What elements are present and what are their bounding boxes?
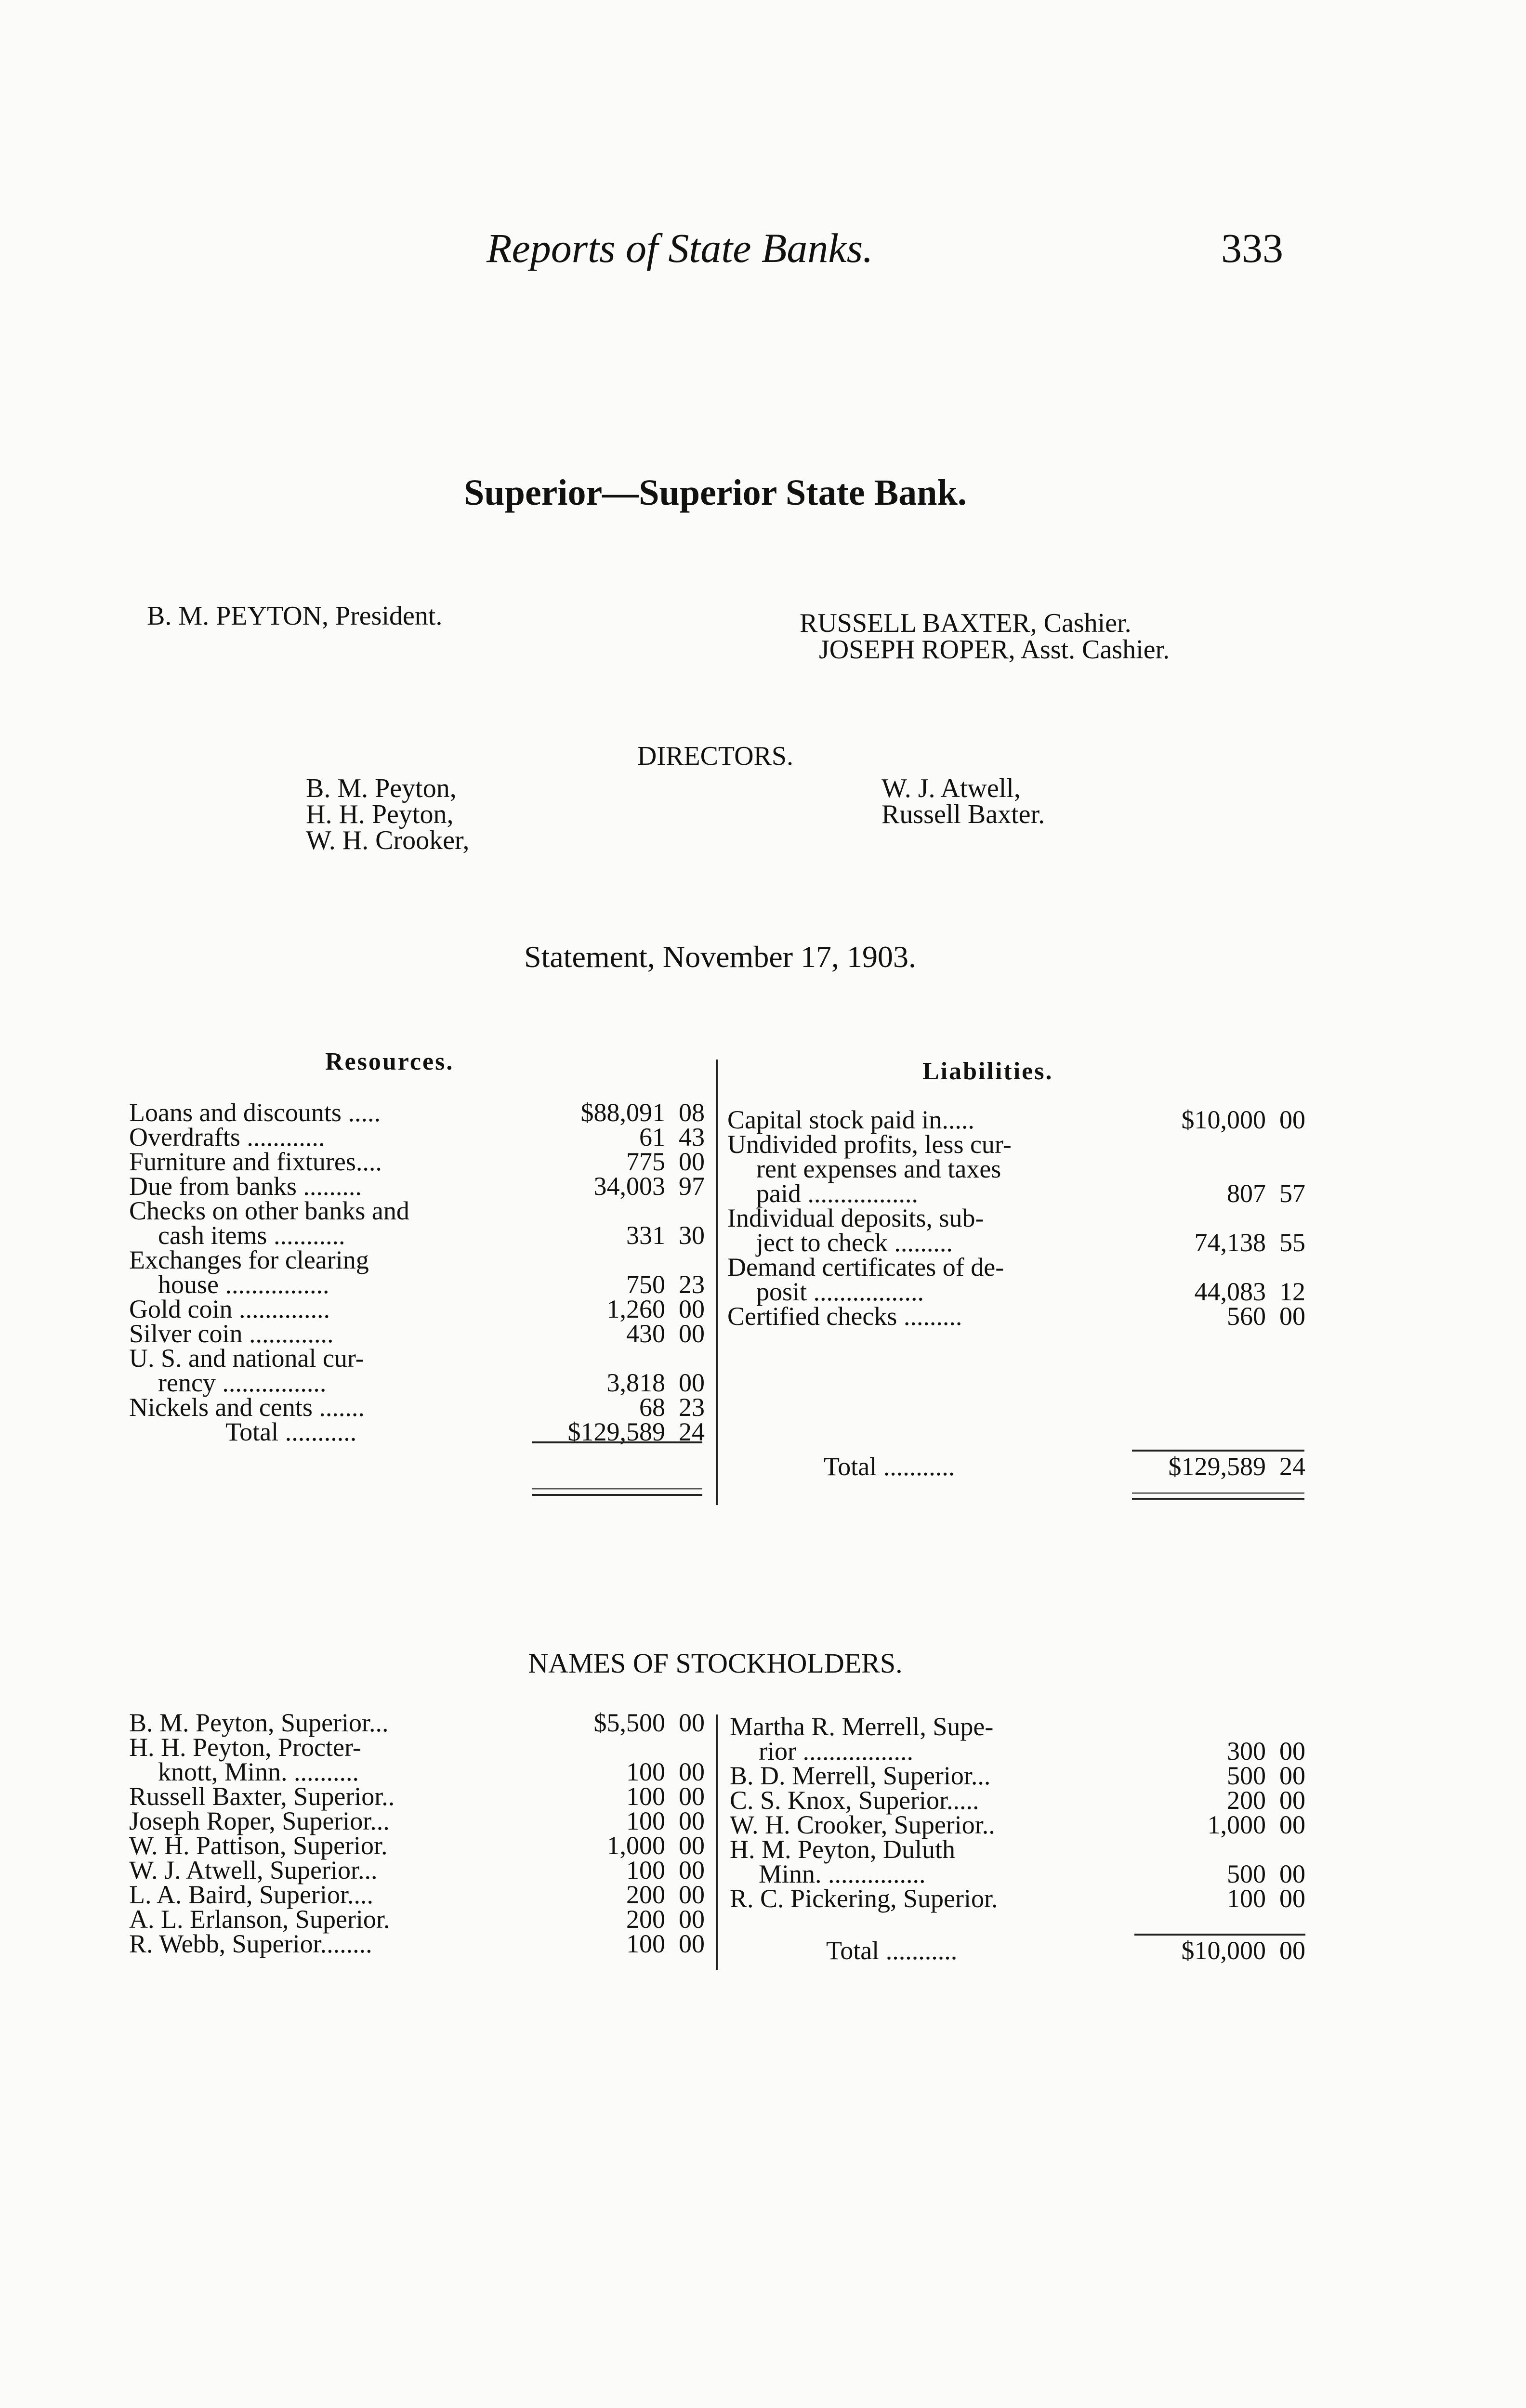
liability-label: ject to check ......... [756, 1228, 953, 1257]
table-row [129, 1297, 705, 1322]
stockholders-left-rows [129, 1708, 705, 1958]
stockholder-cents: 00 [679, 1831, 705, 1860]
table-row [129, 1100, 705, 1125]
director-name: Russell Baxter. [881, 799, 1045, 829]
stockholders-right-rows [730, 1714, 1305, 1911]
table-row [727, 1255, 1305, 1280]
resource-label: Due from banks ......... [129, 1172, 362, 1201]
resource-dollars: 34,003 [593, 1172, 665, 1201]
stockholder-cents: 00 [1279, 1786, 1305, 1815]
stockholder-cents: 00 [679, 1708, 705, 1737]
liability-dollars: 44,083 [1194, 1277, 1266, 1306]
stockholder-name: L. A. Baird, Superior.... [129, 1880, 373, 1909]
running-title: Reports of State Banks. [487, 225, 873, 271]
stockholder-cents: 00 [679, 1757, 705, 1786]
liability-label: posit ................. [756, 1277, 924, 1306]
stockholder-name: B. D. Merrell, Superior... [730, 1761, 991, 1790]
liabilities-heading: Liabilities. [922, 1058, 1053, 1085]
stockholder-cents: 00 [679, 1806, 705, 1835]
stockholder-cents: 00 [679, 1905, 705, 1934]
table-row [730, 1886, 1305, 1911]
resources-total-dollars: $129,589 [567, 1417, 665, 1446]
liabilities-total-cents: 24 [1279, 1452, 1305, 1481]
resource-label: house ................ [158, 1270, 329, 1299]
liabilities-total-rows [727, 1454, 1305, 1479]
stockholder-name: C. S. Knox, Superior..... [730, 1786, 979, 1815]
resource-cents: 08 [679, 1098, 705, 1127]
liability-dollars: 74,138 [1194, 1228, 1266, 1257]
liability-dollars: 807 [1227, 1179, 1266, 1208]
stockholder-cents: 00 [1279, 1859, 1305, 1888]
stockholder-dollars: 100 [626, 1929, 665, 1958]
table-row [129, 1907, 705, 1932]
stockholder-name: H. H. Peyton, Procter- [129, 1733, 361, 1762]
stockholder-cents [1266, 1837, 1305, 1862]
table-row [129, 1272, 705, 1297]
directors-heading: DIRECTORS. [637, 741, 794, 771]
stockholder-dollars: $5,500 [593, 1708, 665, 1737]
stockholder-name: R. Webb, Superior........ [129, 1929, 372, 1958]
liability-label: paid ................. [756, 1179, 918, 1208]
table-row [730, 1714, 1305, 1739]
resource-label: U. S. and national cur- [129, 1344, 364, 1373]
resource-dollars: 1,260 [606, 1295, 665, 1323]
stockholder-name: W. H. Pattison, Superior. [129, 1831, 388, 1860]
officer-asst-cashier: JOSEPH ROPER, Asst. Cashier. [819, 635, 1170, 665]
stockholder-dollars [552, 1735, 665, 1760]
table-row [727, 1304, 1305, 1329]
stockholder-name: knott, Minn. .......... [158, 1757, 359, 1786]
table-row-total [727, 1454, 1305, 1479]
stockholders-total-table [730, 1938, 1305, 1963]
stockholder-dollars: 100 [626, 1782, 665, 1811]
stockholder-cents [1266, 1714, 1305, 1739]
liability-cents: 55 [1279, 1228, 1305, 1257]
resource-cents: 00 [679, 1319, 705, 1348]
table-row [129, 1223, 705, 1248]
resources-total-cents: 24 [679, 1417, 705, 1446]
table-row [727, 1181, 1305, 1206]
stockholder-cents: 00 [679, 1856, 705, 1885]
stockholder-dollars: 200 [626, 1905, 665, 1934]
table-row [129, 1125, 705, 1150]
resource-cents: 00 [679, 1295, 705, 1323]
directors-right [881, 775, 1045, 827]
stockholder-cents: 00 [1279, 1761, 1305, 1790]
director-name: H. H. Peyton, [306, 799, 454, 829]
resource-cents: 43 [679, 1123, 705, 1152]
table-row [730, 1739, 1305, 1764]
stockholder-name: rior ................. [759, 1737, 913, 1766]
table-row [129, 1883, 705, 1907]
stockholder-cents: 00 [1279, 1810, 1305, 1839]
stockholders-total-dollars: $10,000 [1181, 1936, 1266, 1965]
liability-cents: 00 [1279, 1105, 1305, 1134]
stockholder-cents: 00 [679, 1880, 705, 1909]
liability-label: Undivided profits, less cur- [727, 1130, 1012, 1159]
table-row-total [129, 1420, 705, 1444]
stockholder-name: W. J. Atwell, Superior... [129, 1856, 378, 1885]
table-row [129, 1932, 705, 1956]
resource-label: Furniture and fixtures.... [129, 1147, 382, 1176]
table-row-total [730, 1938, 1305, 1963]
stockholder-cents: 00 [1279, 1884, 1305, 1913]
table-row [129, 1322, 705, 1346]
liability-label: Individual deposits, sub- [727, 1204, 984, 1232]
stockholder-name: Joseph Roper, Superior... [129, 1806, 390, 1835]
liabilities-table [727, 1105, 1305, 1331]
table-row [730, 1862, 1305, 1886]
stockholder-name: R. C. Pickering, Superior. [730, 1884, 998, 1913]
resource-dollars: 430 [626, 1319, 665, 1348]
resource-cents: 23 [679, 1270, 705, 1299]
resource-cents: 23 [679, 1393, 705, 1422]
stockholder-dollars: 500 [1227, 1761, 1266, 1790]
resource-cents [665, 1199, 705, 1223]
table-row [129, 1150, 705, 1174]
table-row [129, 1395, 705, 1420]
table-row [129, 1858, 705, 1883]
resource-label: Gold coin .............. [129, 1295, 330, 1323]
officer-cashier: RUSSELL BAXTER, Cashier. [800, 608, 1131, 638]
resource-dollars: $88,091 [580, 1098, 665, 1127]
liability-dollars: $10,000 [1181, 1105, 1266, 1134]
table-row [727, 1230, 1305, 1255]
resource-label: Exchanges for clearing [129, 1245, 369, 1274]
stockholder-dollars: 100 [1227, 1884, 1266, 1913]
resources-rows [129, 1100, 705, 1444]
resource-cents: 00 [679, 1368, 705, 1397]
resources-total-double-rule [532, 1488, 702, 1496]
liability-cents [1266, 1132, 1305, 1157]
liability-label: Capital stock paid in..... [727, 1105, 974, 1134]
table-row [129, 1735, 705, 1760]
stockholder-dollars [1170, 1714, 1266, 1739]
liability-dollars: 560 [1227, 1302, 1266, 1331]
table-row [129, 1760, 705, 1784]
table-row [129, 1711, 705, 1735]
liabilities-total-label: Total ........... [824, 1452, 955, 1481]
resource-label: Loans and discounts ..... [129, 1098, 381, 1127]
resource-dollars: 3,818 [606, 1368, 665, 1397]
resource-label: cash items ........... [158, 1221, 345, 1250]
table-row [129, 1248, 705, 1272]
stockholder-dollars [1170, 1837, 1266, 1862]
stockholder-name: H. M. Peyton, Duluth [730, 1835, 956, 1864]
table-row [730, 1764, 1305, 1788]
liability-label: Demand certificates of de- [727, 1253, 1004, 1282]
resource-dollars: 775 [626, 1147, 665, 1176]
table-row [727, 1108, 1305, 1132]
director-name: B. M. Peyton, [306, 773, 457, 803]
resource-dollars: 331 [626, 1221, 665, 1250]
table-row [727, 1157, 1305, 1181]
table-row [129, 1809, 705, 1833]
resource-cents: 00 [679, 1147, 705, 1176]
resource-label: Silver coin ............. [129, 1319, 334, 1348]
liability-cents [1266, 1157, 1305, 1181]
liability-cents [1266, 1206, 1305, 1230]
resource-dollars [527, 1346, 665, 1371]
stockholder-name: B. M. Peyton, Superior... [129, 1708, 389, 1737]
page-number: 333 [1221, 225, 1283, 271]
stockholder-dollars: 100 [626, 1856, 665, 1885]
resources-table [129, 1100, 705, 1444]
liability-cents [1266, 1255, 1305, 1280]
liability-cents: 57 [1279, 1179, 1305, 1208]
stockholders-heading: NAMES OF STOCKHOLDERS. [528, 1648, 903, 1679]
resource-label: Overdrafts ............ [129, 1123, 325, 1152]
stockholder-cents: 00 [1279, 1737, 1305, 1766]
stockholders-total-cents: 00 [1279, 1936, 1305, 1965]
stockholder-dollars: 300 [1227, 1737, 1266, 1766]
resource-label: Nickels and cents ....... [129, 1393, 365, 1422]
liabilities-total-rule [1132, 1450, 1304, 1452]
table-row [129, 1833, 705, 1858]
stockholder-dollars: 100 [626, 1806, 665, 1835]
director-name: W. H. Crooker, [306, 825, 470, 855]
stockholder-dollars: 200 [1227, 1786, 1266, 1815]
statement-heading: Statement, November 17, 1903. [524, 940, 917, 974]
resource-dollars [527, 1199, 665, 1223]
bank-title: Superior—Superior State Bank. [464, 472, 967, 513]
liability-cents: 12 [1279, 1277, 1305, 1306]
stockholder-cents [665, 1735, 705, 1760]
liability-dollars [1143, 1206, 1266, 1230]
director-name: W. J. Atwell, [881, 773, 1021, 803]
stockholders-right-table [730, 1714, 1305, 1911]
resource-dollars: 750 [626, 1270, 665, 1299]
stockholder-cents: 00 [679, 1929, 705, 1958]
table-row [129, 1174, 705, 1199]
liability-dollars [1143, 1157, 1266, 1181]
liability-dollars [1143, 1255, 1266, 1280]
table-row [727, 1132, 1305, 1157]
liabilities-total-double-rule [1132, 1492, 1304, 1500]
resource-dollars [527, 1248, 665, 1272]
resource-dollars: 61 [639, 1123, 665, 1152]
resource-label: Checks on other banks and [129, 1196, 409, 1225]
officer-president: B. M. PEYTON, President. [147, 601, 443, 631]
stockholders-divider [716, 1714, 718, 1970]
table-row [129, 1371, 705, 1395]
stockholder-name: A. L. Erlanson, Superior. [129, 1905, 390, 1934]
resource-cents: 30 [679, 1221, 705, 1250]
stockholder-dollars: 100 [626, 1757, 665, 1786]
liability-label: rent expenses and taxes [756, 1154, 1001, 1183]
resource-cents [665, 1248, 705, 1272]
liability-cents: 00 [1279, 1302, 1305, 1331]
resource-label: rency ................ [158, 1368, 327, 1397]
liabilities-total-table [727, 1454, 1305, 1479]
liability-label: Certified checks ......... [727, 1302, 962, 1331]
liability-dollars [1143, 1132, 1266, 1157]
stockholder-name: W. H. Crooker, Superior.. [730, 1810, 995, 1839]
table-row [730, 1837, 1305, 1862]
resources-heading: Resources. [325, 1048, 454, 1075]
table-row [730, 1788, 1305, 1813]
stockholder-dollars: 1,000 [606, 1831, 665, 1860]
stockholders-total-label: Total ........... [826, 1936, 958, 1965]
stockholder-dollars: 500 [1227, 1859, 1266, 1888]
table-row [129, 1346, 705, 1371]
stockholder-name: Martha R. Merrell, Supe- [730, 1712, 994, 1741]
table-row [129, 1199, 705, 1223]
resources-total-rule [532, 1441, 702, 1443]
table-row [727, 1280, 1305, 1304]
stockholders-total-rows [730, 1938, 1305, 1963]
table-row [730, 1813, 1305, 1837]
column-divider [716, 1060, 718, 1505]
table-row [727, 1206, 1305, 1230]
resource-cents: 97 [679, 1172, 705, 1201]
stockholders-left-table [129, 1708, 705, 1958]
stockholder-name: Minn. ............... [759, 1859, 926, 1888]
table-row [129, 1784, 705, 1809]
stockholder-name: Russell Baxter, Superior.. [129, 1782, 395, 1811]
resource-cents [665, 1346, 705, 1371]
directors-left [306, 775, 469, 853]
stockholder-dollars: 1,000 [1207, 1810, 1266, 1839]
resources-total-label: Total ........... [225, 1417, 357, 1446]
liabilities-total-dollars: $129,589 [1168, 1452, 1266, 1481]
resource-dollars: 68 [639, 1393, 665, 1422]
stockholder-cents: 00 [679, 1782, 705, 1811]
stockholder-dollars: 200 [626, 1880, 665, 1909]
liabilities-rows [727, 1105, 1305, 1331]
stockholders-total-rule [1134, 1934, 1305, 1936]
